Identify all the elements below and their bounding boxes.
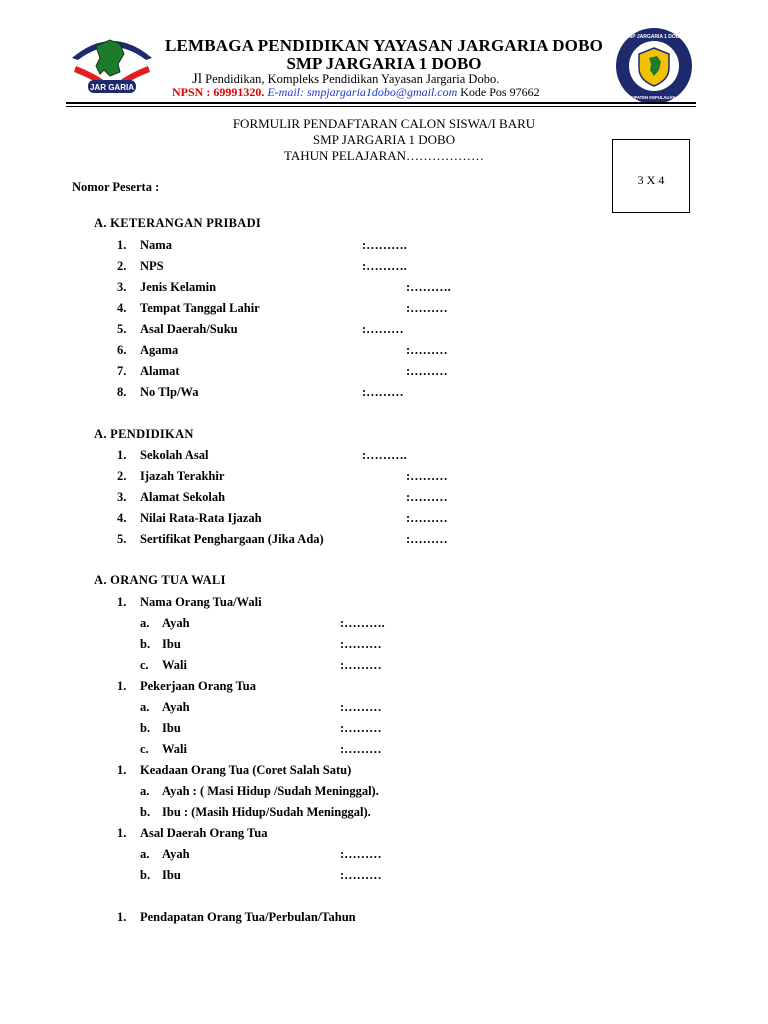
address-text: Pendidikan, Kompleks Pendidikan Yayasan Jargaria Dobo. (205, 72, 500, 86)
header-divider-thick (66, 102, 696, 104)
contact-line (172, 85, 540, 100)
sub-item-letter: c. (140, 742, 149, 756)
field-value-ttl: :……… (406, 301, 448, 315)
form-title: FORMULIR PENDAFTARAN CALON SISWA/I BARU (232, 116, 536, 131)
photo-box: 3 X 4 (612, 139, 690, 213)
item-number: 3. (117, 280, 127, 294)
field-value-sekolah-asal: :………. (362, 448, 407, 462)
field-value-alamat-sekolah: :……… (406, 490, 448, 504)
field-value-pekerjaan-wali: :……… (340, 742, 382, 756)
field-value-nama-wali: :……… (340, 658, 382, 672)
subsection-nama-ortu: Nama Orang Tua/Wali (140, 595, 262, 609)
field-label-nps: NPS (140, 259, 164, 273)
item-number: 8. (117, 385, 127, 399)
item-number: 4. (117, 511, 127, 525)
field-value-nama: :………. (362, 238, 407, 252)
field-label-asal-ibu: Ibu (162, 868, 181, 882)
field-label-agama: Agama (140, 343, 179, 357)
sub-item-letter: a. (140, 847, 150, 861)
field-value-agama: :……… (406, 343, 448, 357)
section-heading-pendidikan: A. PENDIDIKAN (94, 427, 194, 441)
subsection-pendapatan: Pendapatan Orang Tua/Perbulan/Tahun (140, 910, 356, 924)
item-number: 3. (117, 490, 127, 504)
item-number: 5. (117, 532, 127, 546)
participant-number-label: Nomor Peserta : (72, 180, 160, 194)
item-number: 7. (117, 364, 127, 378)
field-label-jenis-kelamin: Jenis Kelamin (140, 280, 217, 294)
field-value-jenis-kelamin: :………. (406, 280, 451, 294)
item-number: 2. (117, 259, 127, 273)
form-subtitle: SMP JARGARIA 1 DOBO (312, 132, 456, 147)
field-label-pekerjaan-ayah: Ayah (162, 700, 190, 714)
sub-item-letter: a. (140, 700, 150, 714)
item-number: 1. (117, 679, 127, 693)
email-address: E-mail: smpjargaria1dobo@gmail.com (267, 85, 458, 99)
field-label-nama-ayah: Ayah (162, 616, 190, 630)
svg-text:SMP JARGARIA 1 DOBO: SMP JARGARIA 1 DOBO (624, 34, 684, 40)
field-value-alamat: :……… (406, 364, 448, 378)
field-label-sertifikat: Sertifikat Penghargaan (Jika Ada) (140, 532, 324, 546)
field-keadaan-ayah: Ayah : ( Masi Hidup /Sudah Meninggal). (162, 784, 379, 798)
svg-text:JAR GARIA: JAR GARIA (89, 83, 135, 92)
sub-item-letter: c. (140, 658, 149, 672)
item-number: 6. (117, 343, 127, 357)
field-label-nama-ibu: Ibu (162, 637, 181, 651)
address-prefix: Jl (192, 71, 203, 87)
item-number: 4. (117, 301, 127, 315)
sub-item-letter: a. (140, 616, 150, 630)
field-value-ijazah: :……… (406, 469, 448, 483)
school-name: SMP JARGARIA 1 DOBO (286, 54, 482, 73)
item-number: 1. (117, 826, 127, 840)
field-value-nama-ayah: :………. (340, 616, 385, 630)
item-number: 1. (117, 910, 127, 924)
field-keadaan-ibu: Ibu : (Masih Hidup/Sudah Meninggal). (162, 805, 371, 819)
field-label-no-tlp: No Tlp/Wa (140, 385, 199, 399)
academic-year: TAHUN PELAJARAN……………… (283, 148, 485, 163)
field-label-pekerjaan-wali: Wali (162, 742, 188, 756)
field-value-sertifikat: :……… (406, 532, 448, 546)
subsection-asal-daerah: Asal Daerah Orang Tua (140, 826, 268, 840)
field-value-nama-ibu: :……… (340, 637, 382, 651)
item-number: 1. (117, 595, 127, 609)
field-label-alamat: Alamat (140, 364, 180, 378)
item-number: 1. (117, 763, 127, 777)
item-number: 5. (117, 322, 127, 336)
field-label-sekolah-asal: Sekolah Asal (140, 448, 209, 462)
field-value-asal-ayah: :……… (340, 847, 382, 861)
item-number: 1. (117, 448, 127, 462)
sub-item-letter: b. (140, 721, 151, 735)
header-divider-thin (66, 106, 696, 107)
item-number: 2. (117, 469, 127, 483)
svg-text:KABUPATEN KEPULAUAN ARU: KABUPATEN KEPULAUAN ARU (622, 95, 686, 100)
field-label-nama: Nama (140, 238, 172, 252)
postal-code: Kode Pos 97662 (460, 85, 540, 99)
field-value-asal-ibu: :……… (340, 868, 382, 882)
item-number: 1. (117, 238, 127, 252)
section-heading-ortu: A. ORANG TUA WALI (94, 573, 226, 587)
field-label-ttl: Tempat Tanggal Lahir (140, 301, 260, 315)
field-label-alamat-sekolah: Alamat Sekolah (140, 490, 226, 504)
field-label-nilai: Nilai Rata-Rata Ijazah (140, 511, 262, 525)
institution-name: LEMBAGA PENDIDIKAN YAYASAN JARGARIA DOBO (164, 36, 604, 55)
field-value-pekerjaan-ibu: :……… (340, 721, 382, 735)
field-value-no-tlp: :……… (362, 385, 404, 399)
section-heading-pribadi: A. KETERANGAN PRIBADI (94, 216, 262, 230)
field-value-pekerjaan-ayah: :……… (340, 700, 382, 714)
sub-item-letter: b. (140, 637, 151, 651)
field-label-asal-daerah: Asal Daerah/Suku (140, 322, 238, 336)
npsn-number: NPSN : 69991320. (172, 85, 265, 99)
field-label-asal-ayah: Ayah (162, 847, 190, 861)
subsection-pekerjaan: Pekerjaan Orang Tua (140, 679, 256, 693)
sub-item-letter: b. (140, 868, 151, 882)
sub-item-letter: a. (140, 784, 150, 798)
field-value-asal-daerah: :……… (362, 322, 404, 336)
subsection-keadaan: Keadaan Orang Tua (Coret Salah Satu) (140, 763, 352, 777)
field-value-nps: :………. (362, 259, 407, 273)
field-label-nama-wali: Wali (162, 658, 188, 672)
field-label-ijazah: Ijazah Terakhir (140, 469, 225, 483)
sub-item-letter: b. (140, 805, 151, 819)
field-value-nilai: :……… (406, 511, 448, 525)
field-label-pekerjaan-ibu: Ibu (162, 721, 181, 735)
